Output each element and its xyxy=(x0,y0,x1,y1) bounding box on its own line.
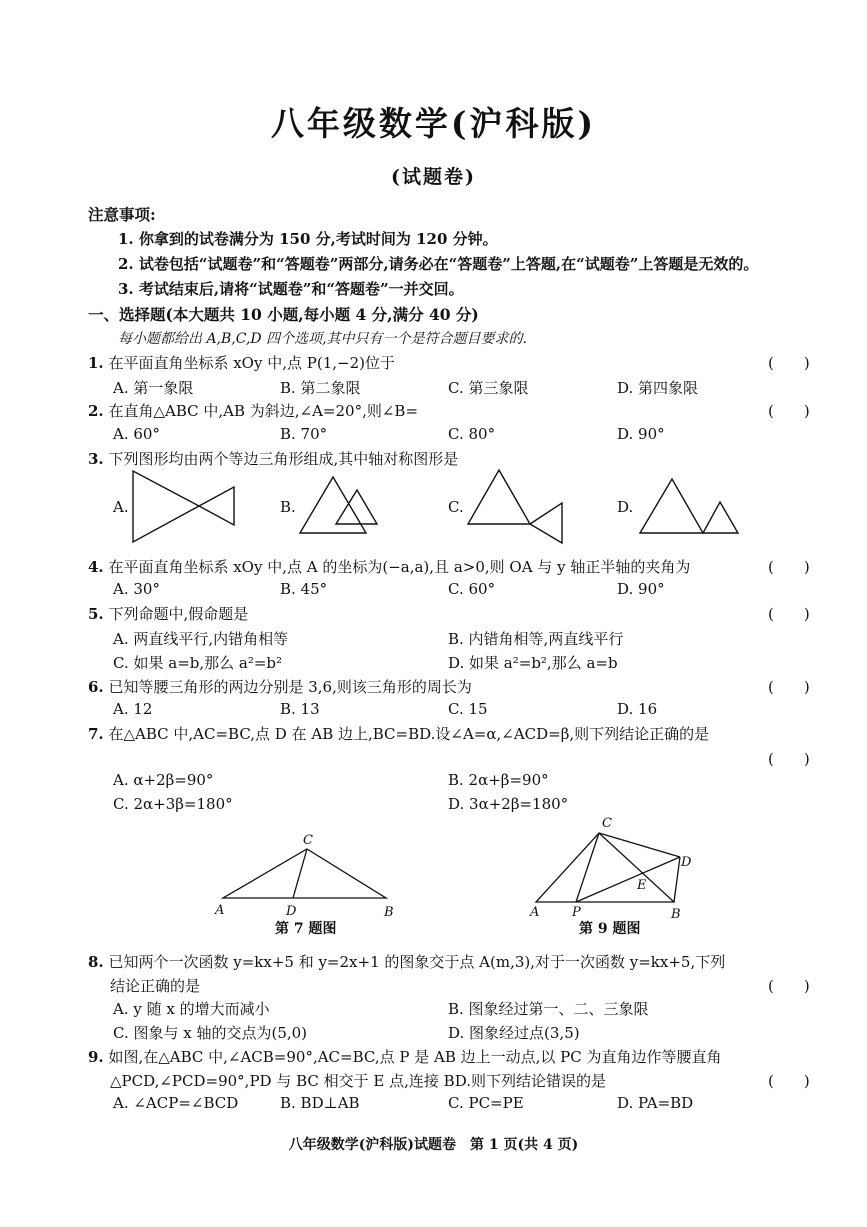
notice-item-2: 2. 试卷包括“试题卷”和“答题卷”两部分,请务必在“答题卷”上答题,在“试题卷”上答题是无效的。 xyxy=(118,255,759,273)
question-text: 如图,在△ABC 中,∠ACB=90°,AC=BC,点 P 是 AB 边上一动点,以 PC 为直角边作等腰直角 xyxy=(108,1048,722,1066)
q2-option-c: C. 80° xyxy=(448,425,496,443)
fig7-label-a: A xyxy=(215,903,225,918)
fig7-label-d: D xyxy=(286,904,297,919)
section-instruction: 每小题都给出 A,B,C,D 四个选项,其中只有一个是符合题目要求的. xyxy=(118,331,527,347)
fig9-segment-cp xyxy=(576,833,599,902)
q6-option-d: D. 16 xyxy=(617,700,658,718)
question-number: 7. xyxy=(88,725,104,743)
question-number: 8. xyxy=(88,953,104,971)
question-text: 在平面直角坐标系 xOy 中,点 A 的坐标为(−a,a),且 a>0,则 OA 与 y 轴正半轴的夹角为 xyxy=(108,558,691,576)
answer-paren: ( ) xyxy=(768,678,810,696)
question-number: 2. xyxy=(88,402,104,420)
question-number: 1. xyxy=(88,354,104,372)
question-text: 在△ABC 中,AC=BC,点 D 在 AB 边上,BC=BD.设∠A=α,∠ACD=β,则下列结论正确的是 xyxy=(108,725,710,743)
q1-option-b: B. 第二象限 xyxy=(280,379,361,397)
page-subtitle: (试题卷) xyxy=(391,166,476,188)
fig9-label-c: C xyxy=(602,816,612,831)
q3-option-c: C. xyxy=(448,498,464,516)
section-heading: 一、选择题(本大题共 10 小题,每小题 4 分,满分 40 分) xyxy=(88,305,479,324)
page-title: 八年级数学(沪科版) xyxy=(270,104,597,143)
q3-option-a: A. xyxy=(113,498,129,516)
question-8-stem xyxy=(88,951,725,972)
question-9-stem xyxy=(88,1046,722,1067)
q1-option-c: C. 第三象限 xyxy=(448,379,529,397)
fig9-segment-db xyxy=(674,857,680,902)
q4-option-c: C. 60° xyxy=(448,580,496,598)
answer-paren: ( ) xyxy=(768,1072,810,1090)
fig9-caption: 第 9 题图 xyxy=(579,921,641,937)
q6-option-c: C. 15 xyxy=(448,700,488,718)
q8-option-a: A. y 随 x 的增大而减小 xyxy=(113,1000,270,1018)
figure-7 xyxy=(223,849,386,898)
q7-option-c: C. 2α+3β=180° xyxy=(113,795,233,813)
answer-paren: ( ) xyxy=(768,354,810,372)
q7-option-b: B. 2α+β=90° xyxy=(448,771,549,789)
q6-option-b: B. 13 xyxy=(280,700,320,718)
notice-item-3: 3. 考试结束后,请将“试题卷”和“答题卷”一并交回。 xyxy=(118,280,464,298)
q1-option-d: D. 第四象限 xyxy=(617,379,699,397)
q2-option-b: B. 70° xyxy=(280,425,328,443)
q3-option-b: B. xyxy=(280,498,296,516)
answer-paren: ( ) xyxy=(768,402,810,420)
q8-option-b: B. 图象经过第一、二、三象限 xyxy=(448,1000,649,1018)
fig7-label-b: B xyxy=(384,905,394,920)
q6-option-a: A. 12 xyxy=(113,700,153,718)
q3-option-d: D. xyxy=(617,498,634,516)
q4-option-d: D. 90° xyxy=(617,580,665,598)
question-number: 4. xyxy=(88,558,104,576)
question-number: 9. xyxy=(88,1048,104,1066)
question-number: 5. xyxy=(88,605,104,623)
question-9-stem-cont: △PCD,∠PCD=90°,PD 与 BC 相交于 E 点,连接 BD.则下列结论错误的是 xyxy=(110,1072,606,1090)
q5-option-b: B. 内错角相等,两直线平行 xyxy=(448,630,624,648)
question-text: 下列图形均由两个等边三角形组成,其中轴对称图形是 xyxy=(108,450,459,468)
q5-option-a: A. 两直线平行,内错角相等 xyxy=(113,630,289,648)
fig9-label-a: A xyxy=(530,905,540,920)
fig9-label-p: P xyxy=(572,905,581,920)
fig9-label-e: E xyxy=(637,878,647,893)
notice-item-1: 1. 你拿到的试卷满分为 150 分,考试时间为 120 分钟。 xyxy=(118,230,498,248)
question-text: 下列命题中,假命题是 xyxy=(108,605,249,623)
q7-option-a: A. α+2β=90° xyxy=(113,771,214,789)
notice-heading: 注意事项: xyxy=(88,205,156,224)
question-text: 已知两个一次函数 y=kx+5 和 y=2x+1 的图象交于点 A(m,3),对于一次函数 y=kx+5,下列 xyxy=(108,953,726,971)
q4-option-a: A. 30° xyxy=(113,580,160,598)
question-text: 已知等腰三角形的两边分别是 3,6,则该三角形的周长为 xyxy=(108,678,472,696)
question-8-stem-cont: 结论正确的是 xyxy=(110,977,201,995)
answer-paren: ( ) xyxy=(768,977,810,995)
question-text: 在平面直角坐标系 xOy 中,点 P(1,−2)位于 xyxy=(108,354,395,372)
q5-option-c: C. 如果 a=b,那么 a²=b² xyxy=(113,654,283,672)
answer-paren: ( ) xyxy=(768,750,810,768)
fig9-label-b: B xyxy=(671,907,681,922)
fig9-triangle-abc xyxy=(536,833,674,902)
question-text: 在直角△ABC 中,AB 为斜边,∠A=20°,则∠B= xyxy=(108,402,419,420)
q2-option-d: D. 90° xyxy=(617,425,665,443)
page-footer: 八年级数学(沪科版)试题卷 第 1 页(共 4 页) xyxy=(288,1137,579,1153)
fig7-label-c: C xyxy=(303,833,313,848)
q2-option-a: A. 60° xyxy=(113,425,160,443)
q8-option-c: C. 图象与 x 轴的交点为(5,0) xyxy=(113,1024,308,1042)
q9-option-b: B. BD⊥AB xyxy=(280,1094,360,1112)
fig9-segment-pd xyxy=(576,857,680,902)
q8-option-d: D. 图象经过点(3,5) xyxy=(448,1024,580,1042)
q7-option-d: D. 3α+2β=180° xyxy=(448,795,569,813)
figure-9 xyxy=(536,833,680,902)
fig9-label-d: D xyxy=(681,855,692,870)
fig7-caption: 第 7 题图 xyxy=(275,921,337,937)
answer-paren: ( ) xyxy=(768,558,810,576)
question-number: 6. xyxy=(88,678,104,696)
q5-option-d: D. 如果 a²=b²,那么 a=b xyxy=(448,654,618,672)
q1-option-a: A. 第一象限 xyxy=(113,379,194,397)
q4-option-b: B. 45° xyxy=(280,580,328,598)
answer-paren: ( ) xyxy=(768,605,810,623)
q9-option-c: C. PC=PE xyxy=(448,1094,524,1112)
q9-option-a: A. ∠ACP=∠BCD xyxy=(113,1094,239,1112)
question-number: 3. xyxy=(88,450,104,468)
q9-option-d: D. PA=BD xyxy=(617,1094,694,1112)
